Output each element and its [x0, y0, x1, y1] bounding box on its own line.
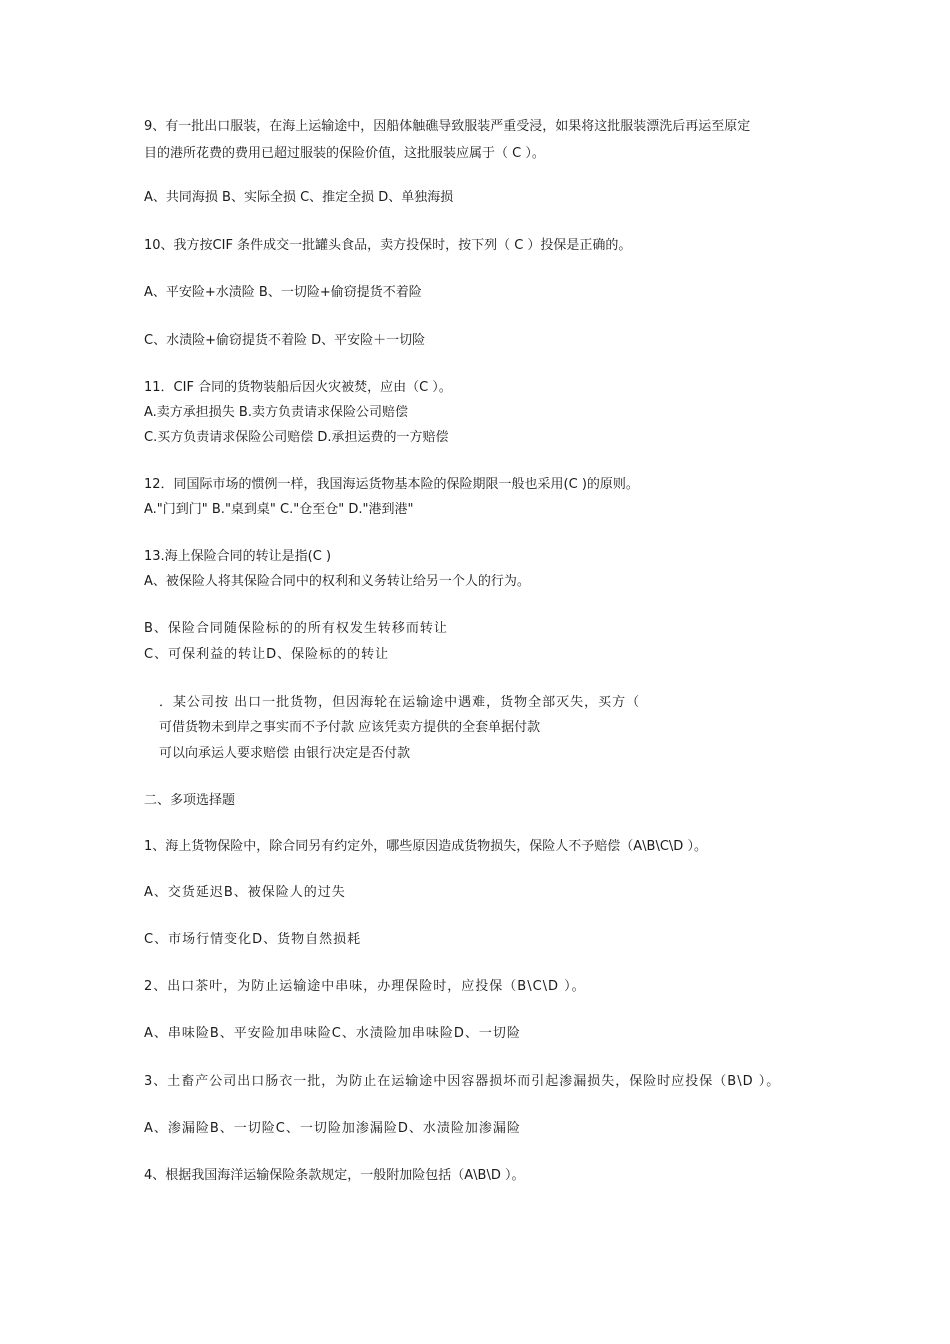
question-14-text: ．某公司按 出口一批货物，但因海轮在运输途中遇难，货物全部灭失，买方（: [159, 695, 641, 710]
mc-question-3-options: A、渗漏险B、一切险C、一切险加渗漏险D、水渍险加渗漏险: [144, 1121, 521, 1136]
question-9-options: A、共同海损 B、实际全损 C、推定全损 D、单独海损: [144, 190, 454, 205]
question-14-options-cd: 可以向承运人要求赔偿 由银行决定是否付款: [159, 746, 411, 761]
question-11-text: 11．CIF 合同的货物装船后因火灾被焚，应由（C ）。: [144, 380, 452, 395]
mc-question-3-text: 3、土畜产公司出口肠衣一批，为防止在运输途中因容器损坏而引起渗漏损失，保险时应投保（B\D ）。: [144, 1074, 781, 1089]
mc-question-1-options-cd: C、市场行情变化D、货物自然损耗: [144, 932, 362, 947]
mc-question-4-text: 4、根据我国海洋运输保险条款规定，一般附加险包括（A\B\D ）。: [144, 1168, 525, 1183]
question-14-options-ab: 可借货物未到岸之事实而不予付款 应该凭卖方提供的全套单据付款: [159, 720, 541, 735]
mc-question-2-options: A、串味险B、平安险加串味险C、水渍险加串味险D、一切险: [144, 1026, 521, 1041]
question-13-option-a: A、被保险人将其保险合同中的权利和义务转让给另一个人的行为。: [144, 574, 530, 589]
question-9-text-line-1: 9、有一批出口服装，在海上运输途中，因船体触礁导致服装严重受浸，如果将这批服装漂洗后再运至原定: [144, 119, 751, 134]
question-10-text: 10、我方按CIF 条件成交一批罐头食品，卖方投保时，按下列（ C ）投保是正确的。: [144, 238, 632, 253]
section-heading-multiple-choice: 二、多项选择题: [144, 793, 236, 808]
mc-question-1-options-ab: A、交货延迟B、被保险人的过失: [144, 885, 346, 900]
question-9-text-line-2: 目的港所花费的费用已超过服装的保险价值，这批服装应属于（ C ）。: [144, 146, 545, 161]
question-10-options-ab: A、平安险+水渍险 B、一切险+偷窃提货不着险: [144, 285, 422, 300]
question-10-options-cd: C、水渍险+偷窃提货不着险 D、平安险＋一切险: [144, 333, 426, 348]
mc-question-2-text: 2、出口茶叶，为防止运输途中串味，办理保险时，应投保（B\C\D ）。: [144, 979, 586, 994]
mc-question-1-text: 1、海上货物保险中，除合同另有约定外，哪些原因造成货物损失，保险人不予赔偿（A\B\C\D ）。: [144, 839, 707, 854]
question-13-options-cd: C、可保利益的转让D、保险标的的转让: [144, 647, 390, 662]
question-12-options: A."门到门" B."桌到桌" C."仓至仓" D."港到港": [144, 502, 414, 517]
question-11-options-ab: A.卖方承担损失 B.卖方负责请求保险公司赔偿: [144, 405, 408, 420]
question-13-text: 13.海上保险合同的转让是指(C ): [144, 549, 332, 564]
question-11-options-cd: C.买方负责请求保险公司赔偿 D.承担运费的一方赔偿: [144, 430, 449, 445]
question-13-option-b: B、保险合同随保险标的的所有权发生转移而转让: [144, 621, 448, 636]
question-12-text: 12．同国际市场的惯例一样，我国海运货物基本险的保险期限一般也采用(C )的原则。: [144, 477, 639, 492]
